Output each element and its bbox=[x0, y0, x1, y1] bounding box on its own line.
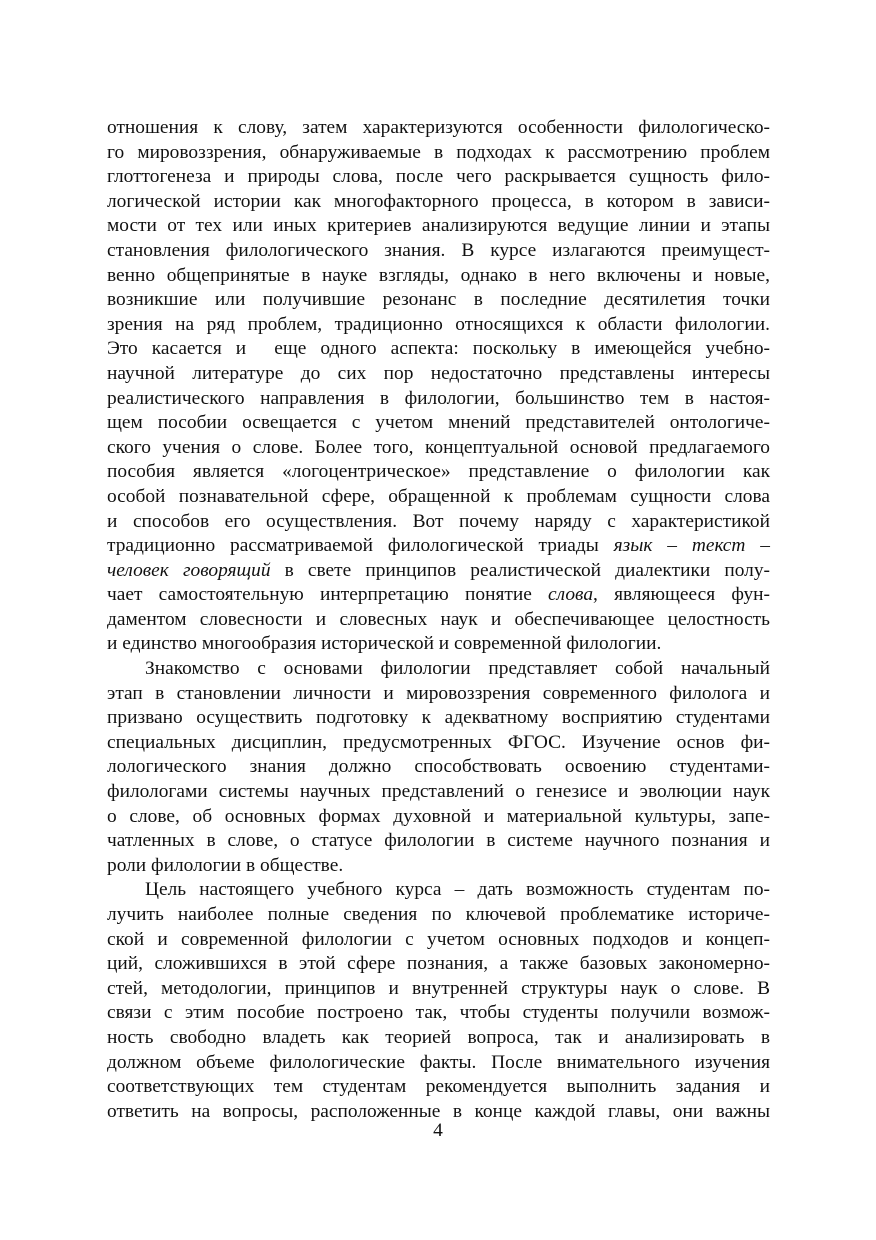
text-segment: лологического знания должно способствовать освоению студентами- bbox=[107, 756, 770, 778]
text-line bbox=[107, 337, 770, 362]
page-number: 4 bbox=[433, 1120, 443, 1141]
text-line bbox=[107, 460, 770, 485]
text-line bbox=[107, 534, 770, 559]
text-line bbox=[107, 1001, 770, 1026]
text-segment: становления филологического знания. В курсе излагаются преимущест- bbox=[107, 239, 770, 261]
text-segment: отношения к слову, затем характеризуются особенности филологическо- bbox=[107, 117, 770, 138]
text-segment: лучить наиболее полные сведения по ключевой проблематике историче- bbox=[107, 904, 770, 925]
text-line bbox=[107, 780, 770, 805]
text-line bbox=[107, 411, 770, 436]
text-line bbox=[107, 362, 770, 387]
text-segment: ского учения о слове. Более того, концептуальной основой предлагаемого bbox=[107, 436, 770, 458]
text-line bbox=[107, 731, 770, 756]
text-line bbox=[107, 485, 770, 510]
text-line bbox=[107, 657, 770, 682]
text-segment: ответить на вопросы, расположенные в конце каждой главы, они важны bbox=[107, 1100, 770, 1122]
italic-term: язык – текст – bbox=[613, 535, 770, 557]
paragraph-3 bbox=[107, 878, 770, 1124]
text-segment: о слове, об основных формах духовной и материальной культуры, запе- bbox=[107, 805, 770, 827]
text-line bbox=[107, 288, 770, 313]
text-line bbox=[107, 559, 770, 584]
text-segment: филологами системы научных представлений о генезисе и эволюции наук bbox=[107, 781, 770, 803]
text-line bbox=[107, 264, 770, 289]
text-segment: связи с этим пособие построено так, чтобы студенты получили возмож- bbox=[107, 1002, 770, 1024]
text-line bbox=[107, 928, 770, 953]
text-line bbox=[107, 214, 770, 239]
text-line bbox=[107, 878, 770, 903]
text-segment: возникшие или получившие резонанс в последние десятилетия точки bbox=[107, 289, 770, 311]
text-segment: глоттогенеза и природы слова, после чего раскрывается сущность фило- bbox=[107, 166, 770, 188]
text-segment: Это касается и еще одного аспекта: поскольку в имеющейся учебно- bbox=[107, 338, 770, 360]
text-line bbox=[107, 706, 770, 731]
text-line bbox=[107, 165, 770, 190]
text-segment: специальных дисциплин, предусмотренных ФГОС. Изучение основ фи- bbox=[107, 731, 770, 753]
text-segment: ций, сложившихся в этой сфере познания, а также базовых закономерно- bbox=[107, 953, 770, 975]
text-segment: реалистического направления в филологии, большинство тем в настоя- bbox=[107, 387, 770, 409]
text-segment: научной литературе до сих пор недостаточно представлены интересы bbox=[107, 362, 770, 384]
text-segment: традиционно рассматриваемой филологической триады bbox=[107, 535, 614, 557]
italic-term: человек говорящий bbox=[107, 559, 271, 581]
text-line bbox=[107, 190, 770, 215]
text-segment: этап в становлении личности и мировоззрения современного филолога и bbox=[107, 682, 770, 704]
text-line bbox=[107, 977, 770, 1002]
page-body bbox=[107, 116, 770, 1124]
text-segment: ской и современной филологии с учетом основных подходов и концеп- bbox=[107, 928, 770, 950]
text-line bbox=[107, 1026, 770, 1051]
text-segment: пособия является «логоцентрическое» представление о филологии как bbox=[107, 461, 770, 483]
text-segment: щем пособии освещается с учетом мнений представителей онтологиче- bbox=[107, 412, 770, 434]
text-line bbox=[107, 829, 770, 854]
text-segment: чает самостоятельную интерпретацию понятие bbox=[107, 584, 549, 606]
text-segment: и единство многообразия исторической и современной филологии. bbox=[107, 633, 662, 655]
text-line bbox=[107, 1051, 770, 1076]
text-line bbox=[107, 952, 770, 977]
text-segment: чатленных в слове, о статусе филологии в системе научного познания и bbox=[107, 830, 770, 852]
paragraph-1 bbox=[107, 116, 770, 657]
text-segment: зрения на ряд проблем, традиционно относящихся к области филологии. bbox=[107, 313, 770, 335]
text-segment: призвано осуществить подготовку к адекватному восприятию студентами bbox=[107, 707, 770, 729]
text-segment: особой познавательной сфере, обращенной к проблемам сущности слова bbox=[107, 485, 770, 507]
text-line bbox=[107, 583, 770, 608]
text-line bbox=[107, 313, 770, 338]
text-segment: даментом словесности и словесных наук и обеспечивающее целостность bbox=[107, 608, 770, 630]
text-line bbox=[107, 903, 770, 928]
text-line bbox=[107, 755, 770, 780]
italic-term: слова bbox=[548, 584, 594, 606]
text-segment: , являющееся фун- bbox=[593, 584, 770, 606]
text-segment: ность свободно владеть как теорией вопроса, так и анализировать в bbox=[107, 1026, 770, 1048]
text-line bbox=[107, 608, 770, 633]
text-segment: го мировоззрения, обнаруживаемые в подходах к рассмотрению проблем bbox=[107, 141, 770, 163]
text-line bbox=[107, 682, 770, 707]
text-line bbox=[107, 632, 770, 657]
text-segment: Знакомство с основами филологии представляет собой начальный bbox=[145, 658, 770, 680]
text-segment: роли филологии в обществе. bbox=[107, 854, 344, 876]
text-segment: стей, методологии, принципов и внутренней структуры наук о слове. В bbox=[107, 977, 770, 999]
text-segment: венно общепринятые в науке взгляды, однако в него включены и новые, bbox=[107, 264, 770, 286]
text-line bbox=[107, 387, 770, 412]
text-line bbox=[107, 239, 770, 264]
text-segment: Цель настоящего учебного курса – дать возможность студентам по- bbox=[145, 879, 770, 901]
text-line bbox=[107, 116, 770, 141]
text-segment: соответствующих тем студентам рекомендуется выполнить задания и bbox=[107, 1076, 770, 1098]
paragraph-2 bbox=[107, 657, 770, 878]
text-segment: логической истории как многофакторного процесса, в котором в зависи- bbox=[107, 190, 770, 212]
text-segment: должном объеме филологические факты. После внимательного изучения bbox=[107, 1051, 770, 1073]
text-segment: мости от тех или иных критериев анализируются ведущие линии и этапы bbox=[107, 215, 770, 237]
text-line bbox=[107, 510, 770, 535]
text-segment: и способов его осуществления. Вот почему наряду с характеристикой bbox=[107, 510, 770, 532]
text-line bbox=[107, 436, 770, 461]
text-line bbox=[107, 1075, 770, 1100]
text-line bbox=[107, 854, 770, 879]
text-segment: в свете принципов реалистической диалектики полу- bbox=[270, 559, 770, 581]
text-line bbox=[107, 141, 770, 166]
text-line bbox=[107, 805, 770, 830]
